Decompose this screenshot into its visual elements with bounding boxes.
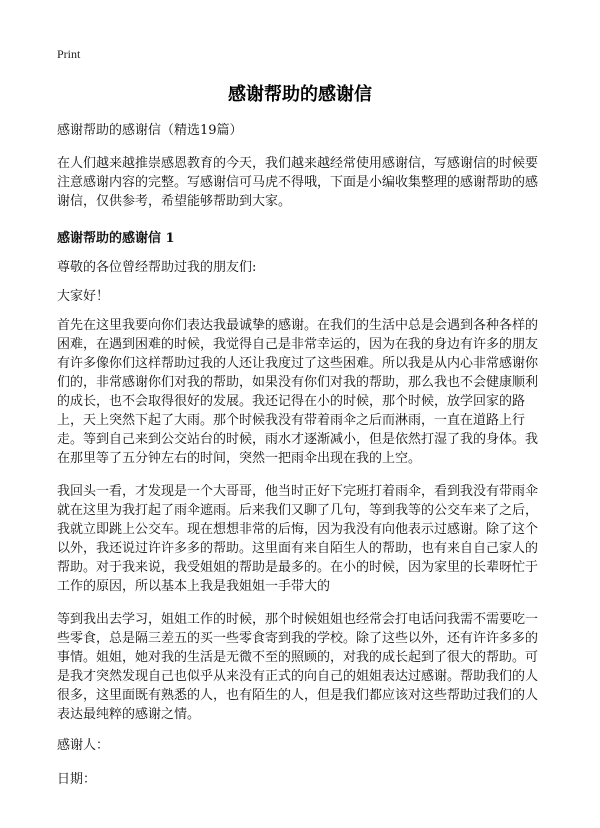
intro-paragraph: 在人们越来越推崇感恩教育的今天，我们越来越经常使用感谢信，写感谢信的时候要注意感谢内容的完整。写感谢信可马虎不得哦，下面是小编收集整理的感谢帮助的感谢信，仅供参考，希望能够帮助到大家。 — [57, 156, 539, 209]
page-title: 感谢帮助的感谢信 — [228, 84, 372, 105]
body-paragraph-3: 等到我出去学习，姐姐工作的时候，那个时候姐姐也经常会打电话问我需不需要吃一些零食，总是隔三差五的买一些零食寄到我的学校。除了这些以外，还有许许多多的事情。姐姐，她对我的生活是无微不至的照顾的，对我的成长起到了很大的帮助。可是我才突然发现自己也似乎从来没有正式的向自己的姐姐表达过感谢。帮助我们的人很多，这里面既有熟悉的人，也有陌生的人，但是我们都应该对这些帮助过我们的人表达最纯粹的感谢之情。 — [57, 612, 539, 722]
document-subtitle: 感谢帮助的感谢信（精选19篇） — [57, 123, 243, 138]
letter-salutation: 尊敬的各位曾经帮助过我的朋友们: — [57, 260, 257, 275]
letter-greeting: 大家好！ — [57, 289, 110, 304]
document-body — [57, 121, 549, 789]
print-label[interactable]: Print — [57, 47, 81, 61]
section-heading: 感谢帮助的感谢信 1 — [57, 231, 175, 246]
signature-label: 感谢人： — [57, 738, 110, 753]
body-paragraph-1: 首先在这里我要向你们表达我最诚挚的感谢。在我们的生活中总是会遇到各种各样的困难，在遇到困难的时候，我觉得自己是非常幸运的，因为在我的身边有许多的朋友有许多像你们这样帮助过我的人还让我度过了这些困难。所以我是从内心非常感谢你们的，非常感谢你们对我的帮助，如果没有你们对我的帮助，那么我也不会健康顺利的成长，也不会取得很好的发展。我还记得在小的时候，那个时候，放学回家的路上，天上突然下起了大雨。那个时候我没有带着雨伞之后而淋雨，一直在道路上行走。等到自己来到公交站台的时候，雨水才逐渐减小，但是依然打湿了我的身体。我在那里等了五分钟左右的时间，突然一把雨伞出现在我的上空。 — [57, 318, 539, 466]
body-paragraph-2: 我回头一看，才发现是一个大哥哥，他当时正好下完班打着雨伞，看到我没有带雨伞就在这里为我打起了雨伞遮雨。后来我们又聊了几句，等到我等的公交车来了之后，我就立即跳上公交车。现在想想非常的后悔，因为我没有向他表示过感谢。除了这个以外，我还说过许许多多的帮助。这里面有来自陌生人的帮助，也有来自自己家人的帮助。对于我来说，我受姐姐的帮助是最多的。在小的时候，因为家里的长辈呀忙于工作的原因，所以基本上我是我姐姐一手带大的 — [57, 484, 539, 594]
date-label: 日期： — [57, 772, 97, 787]
